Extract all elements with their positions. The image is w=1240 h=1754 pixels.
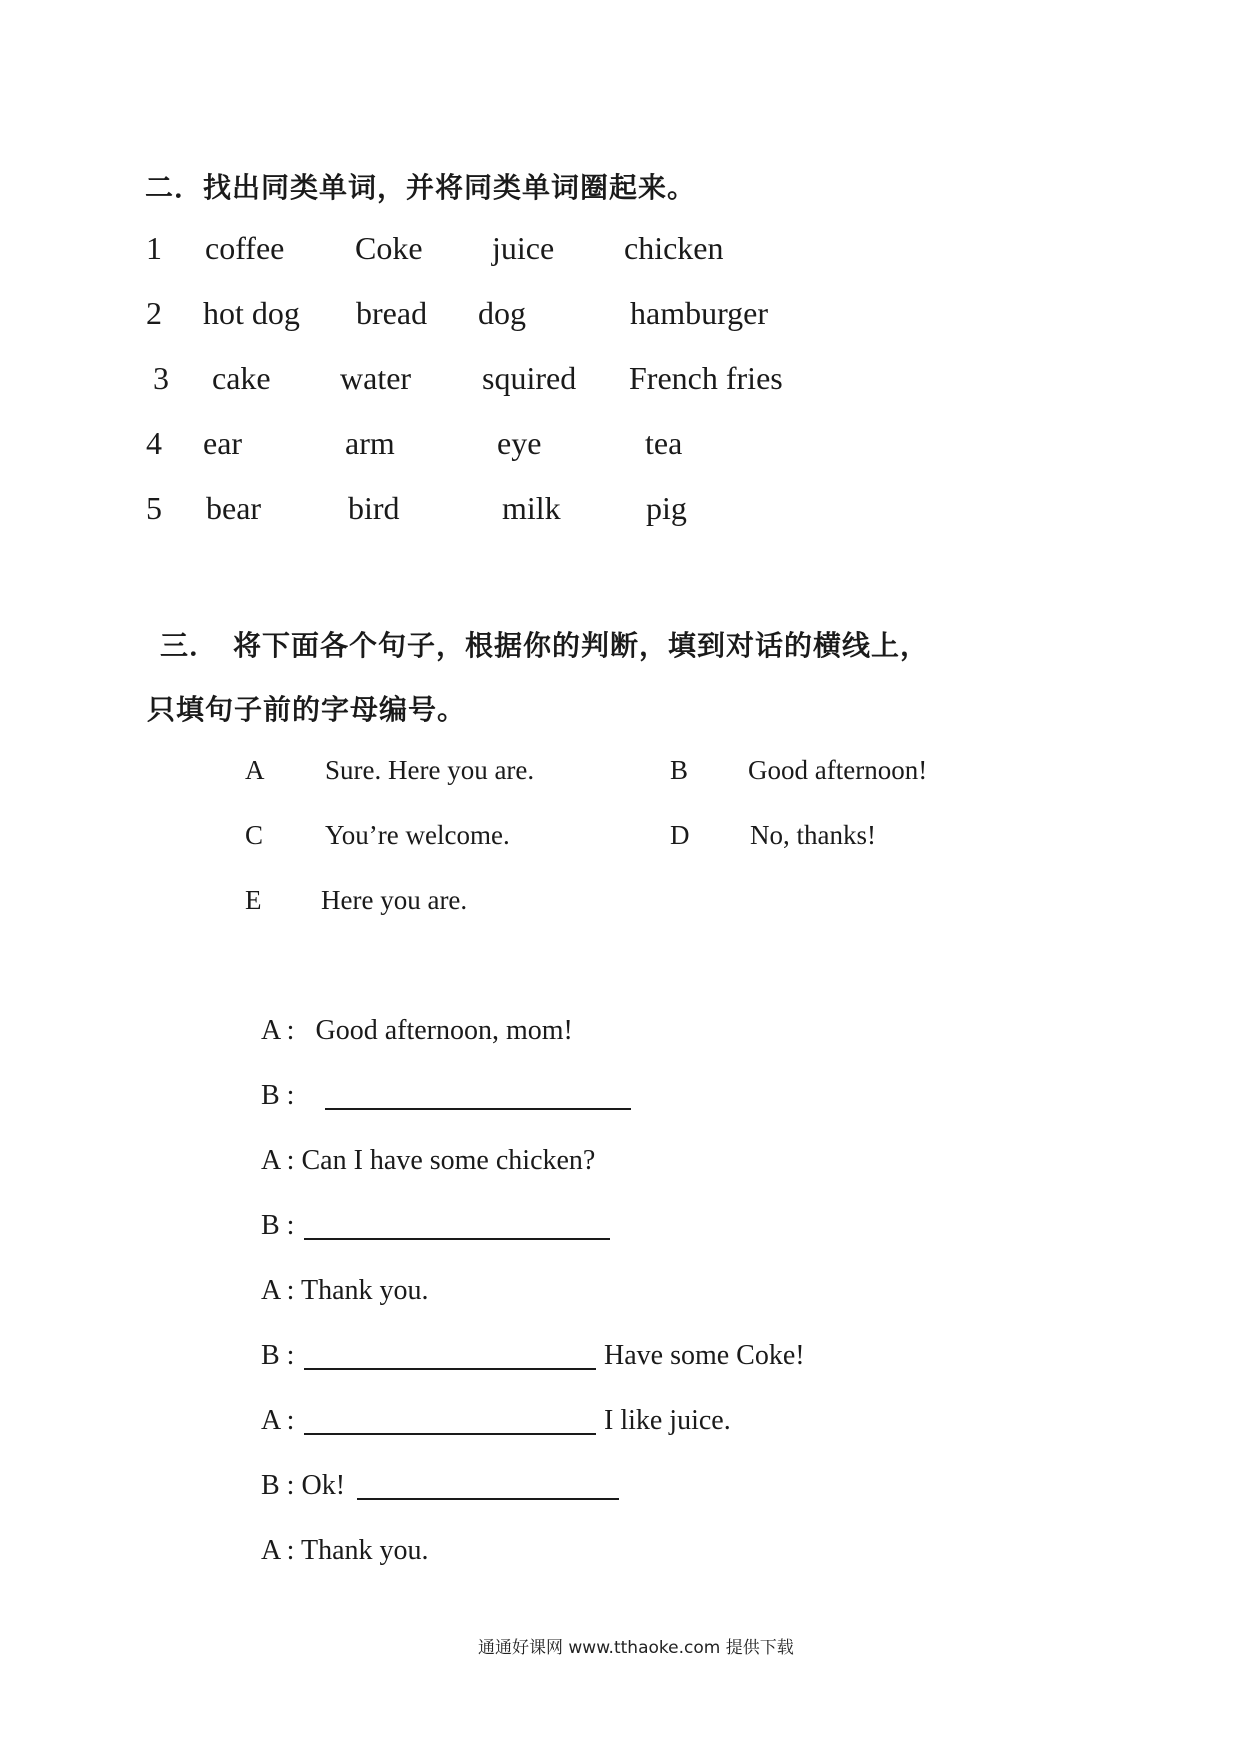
row3-word3: squired [482,360,577,396]
row4-word4: tea [645,425,683,461]
section3-heading-line2: 只填句子前的字母编号。 [147,693,467,726]
option-b-text: Good afternoon! [748,755,928,785]
dialogue-line-6-speaker: B : [261,1340,295,1371]
dialogue-speaker: A : [261,1535,295,1566]
dialogue-text: Thank you. [300,1535,429,1566]
option-e-letter: E [245,885,262,915]
dialogue-speaker: B : [261,1210,295,1241]
dialogue-line-6-text: Have some Coke! [604,1340,805,1371]
dialogue-speaker: B : [261,1470,295,1501]
option-c-letter: C [245,820,264,850]
row1-word1: coffee [205,230,285,266]
answer-blank-2[interactable] [304,1212,610,1240]
row5-word2: bird [348,490,400,526]
row5-word3: milk [502,490,561,526]
answer-blank-5[interactable] [357,1472,619,1500]
dialogue-text: Can I have some chicken? [301,1145,596,1176]
row2-word4: hamburger [630,295,769,331]
row4-number: 4 [146,425,162,461]
answer-blank-3[interactable] [304,1342,596,1370]
option-c-text: You’re welcome. [325,820,510,850]
row1-word3: juice [492,230,555,266]
dialogue-line-4 [261,1210,294,1242]
dialogue-speaker: A : [261,1145,295,1176]
page-footer: 通通好课网 www.tthaoke.com 提供下载 [478,1638,794,1658]
option-a-letter: A [245,755,265,785]
row3-word2: water [340,360,412,396]
row4-word2: arm [345,425,395,461]
row3-number: 3 [153,360,169,396]
row5-word1: bear [206,490,262,526]
dialogue-line-7-speaker: A : [261,1405,295,1436]
row1-number: 1 [146,230,162,266]
row1-word2: Coke [355,230,423,266]
row2-number: 2 [146,295,162,331]
dialogue-line-8 [261,1470,345,1502]
section3-heading-line1: 三． 将下面各个句子，根据你的判断，填到对话的横线上， [160,629,930,662]
row5-word4: pig [646,490,687,526]
dialogue-speaker: B : [261,1080,295,1111]
dialogue-line-7-text: I like juice. [604,1405,731,1436]
row2-word3: dog [478,295,526,331]
option-b-letter: B [670,755,689,785]
dialogue-line-2 [261,1080,294,1112]
dialogue-line-9 [261,1535,429,1567]
answer-blank-1[interactable] [325,1082,631,1110]
row2-word1: hot dog [203,295,300,331]
dialogue-text: Ok! [301,1470,346,1501]
dialogue-speaker: A : [261,1275,295,1306]
row3-word1: cake [212,360,271,396]
option-d-text: No, thanks! [750,820,876,850]
option-d-letter: D [670,820,690,850]
dialogue-text: Good afternoon, mom! [315,1015,573,1046]
row5-number: 5 [146,490,162,526]
dialogue-line-1 [261,1015,573,1047]
row4-word3: eye [497,425,542,461]
option-a-text: Sure. Here you are. [325,755,535,785]
dialogue-text: Thank you. [300,1275,429,1306]
row3-word4: French fries [629,360,783,396]
section2-heading: 二．找出同类单词，并将同类单词圈起来。 [145,171,697,204]
row2-word2: bread [356,295,428,331]
dialogue-speaker: A : [261,1015,295,1046]
row4-word1: ear [203,425,243,461]
dialogue-line-3 [261,1145,595,1177]
option-e-text: Here you are. [321,885,468,915]
dialogue-line-5 [261,1275,429,1307]
answer-blank-4[interactable] [304,1407,596,1435]
row1-word4: chicken [624,230,724,266]
